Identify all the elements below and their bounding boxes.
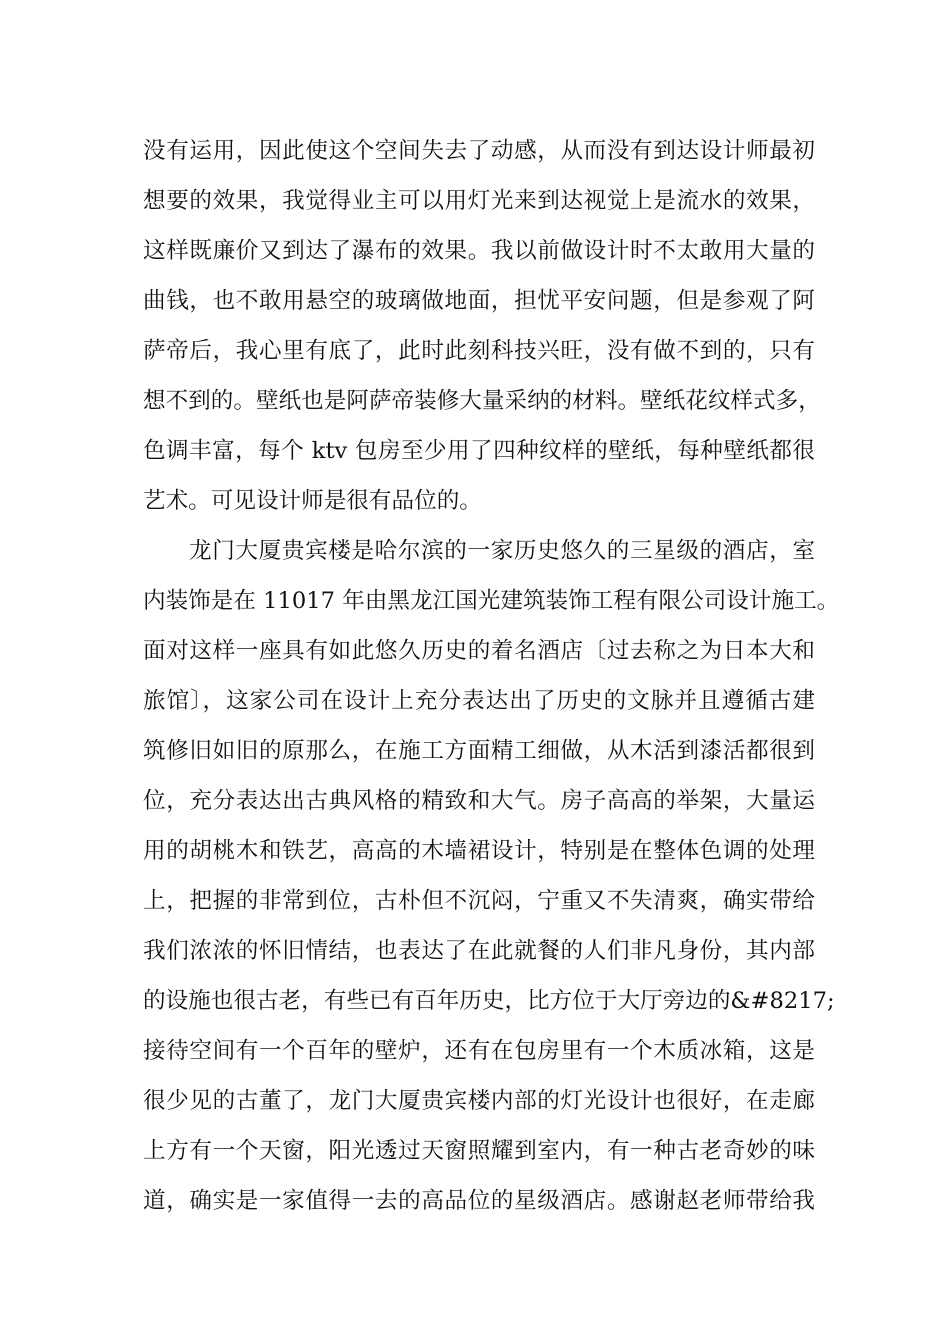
- text-line: 萨帝后，我心里有底了，此时此刻科技兴旺，没有做不到的，只有: [143, 338, 815, 364]
- text-line: 旅馆〕，这家公司在设计上充分表达出了历史的文脉并且遵循古建: [143, 688, 815, 714]
- text-line: 想不到的。壁纸也是阿萨帝装修大量采纳的材料。壁纸花纹样式多，: [143, 388, 821, 414]
- text-line: 色调丰富，每个 ktv 包房至少用了四种纹样的壁纸，每种壁纸都很: [143, 438, 815, 464]
- text-line: 接待空间有一个百年的壁炉，还有在包房里有一个木质冰箱，这是: [143, 1038, 815, 1064]
- text-line: 面对这样一座具有如此悠久历史的着名酒店〔过去称之为日本大和: [143, 638, 815, 664]
- text-line: 道，确实是一家值得一去的高品位的星级酒店。感谢赵老师带给我: [143, 1188, 815, 1214]
- text-line: 想要的效果，我觉得业主可以用灯光来到达视觉上是流水的效果，: [143, 188, 815, 214]
- text-line: 筑修旧如旧的原那么，在施工方面精工细做，从木活到漆活都很到: [143, 738, 815, 764]
- text-line: 用的胡桃木和铁艺，高高的木墙裙设计，特别是在整体色调的处理: [143, 838, 815, 864]
- paragraph-longmen-hotel: [143, 526, 840, 1226]
- text-line: 很少见的古董了，龙门大厦贵宾楼内部的灯光设计也很好，在走廊: [143, 1088, 815, 1114]
- text-line: 没有运用，因此使这个空间失去了动感，从而没有到达设计师最初: [143, 138, 815, 164]
- text-line: 曲钱，也不敢用悬空的玻璃做地面，担忧平安问题，但是参观了阿: [143, 288, 815, 314]
- text-line: 这样既廉价又到达了瀑布的效果。我以前做设计时不太敢用大量的: [143, 238, 815, 264]
- paragraph-asadi: [143, 126, 821, 526]
- text-line: 的设施也很古老，有些已有百年历史，比方位于大厅旁边的&#8217;: [143, 988, 835, 1014]
- text-line: 艺术。可见设计师是很有品位的。: [143, 488, 482, 514]
- text-line: 我们浓浓的怀旧情结，也表达了在此就餐的人们非凡身份，其内部: [143, 938, 815, 964]
- text-line: 内装饰是在 11017 年由黑龙江国光建筑装饰工程有限公司设计施工。: [143, 588, 840, 614]
- text-line: 龙门大厦贵宾楼是哈尔滨的一家历史悠久的三星级的酒店，室: [189, 538, 815, 564]
- text-line: 上方有一个天窗，阳光透过天窗照耀到室内，有一种古老奇妙的味: [143, 1138, 815, 1164]
- text-line: 位，充分表达出古典风格的精致和大气。房子高高的举架，大量运: [143, 788, 815, 814]
- text-line: 上，把握的非常到位，古朴但不沉闷，宁重又不失清爽，确实带给: [143, 888, 815, 914]
